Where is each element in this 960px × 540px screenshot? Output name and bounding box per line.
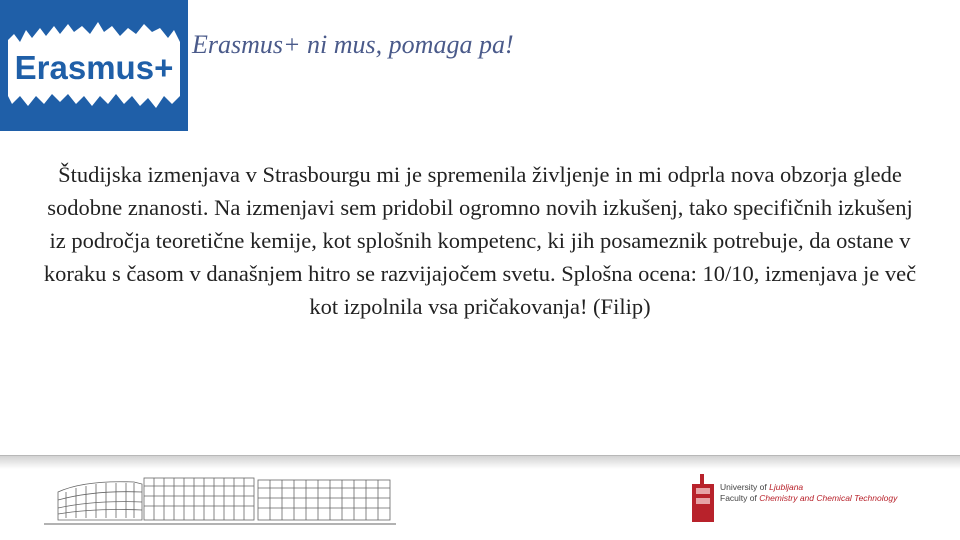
testimonial-text: Študijska izmenjava v Strasbourgu mi je spremenila življenje in mi odprla nova obzorja glede sodobne znanosti. Na izmenjavi sem pridobil ogromno novih izkušenj, tako specifičnih izkušenj iz področja teoretične kemije, kot splošnih kompetenc, ki jih posameznik potrebuje, da ostane v koraku s časom v današnjem hitro se razvijajočem svetu. Splošna ocena: 10/10, izmenjava je več kot izpolnila vsa pričakovanja! (Filip) (43, 162, 917, 319)
tagline: Erasmus+ ni mus, pomaga pa! (192, 30, 514, 59)
university-emblem-icon (690, 474, 716, 522)
university-logo (690, 474, 910, 524)
erasmus-logo (0, 0, 188, 131)
footer-line (0, 455, 960, 456)
university-name: University of Ljubljana Faculty of Chemistry and Chemical Technology (720, 482, 898, 503)
faculty-building-illustration (44, 468, 396, 528)
footer-divider (0, 455, 960, 469)
erasmus-logo-text: Erasmus+ (14, 49, 174, 86)
